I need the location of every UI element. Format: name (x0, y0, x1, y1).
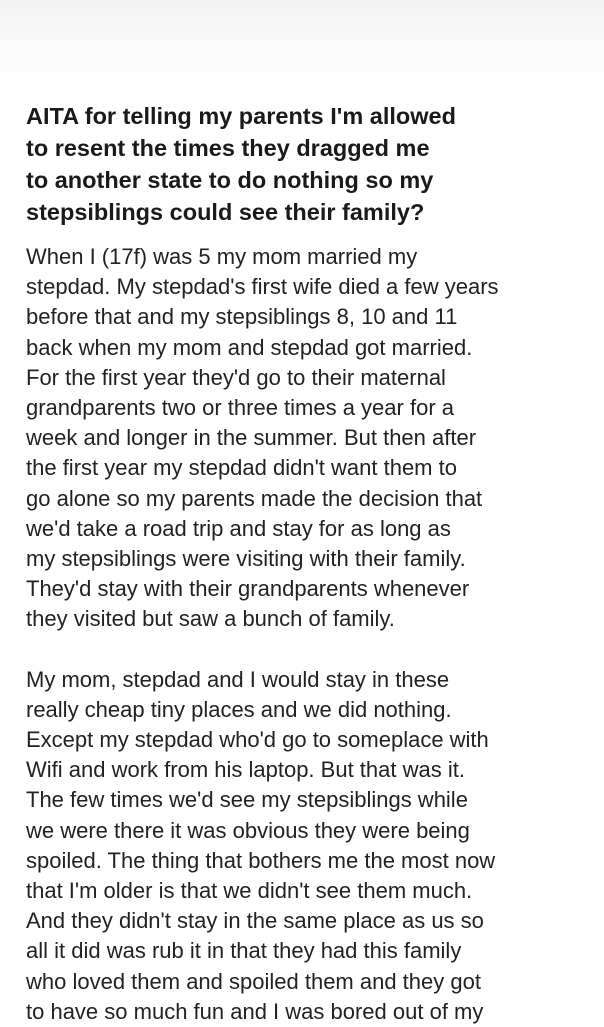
post-paragraph-1: When I (17f) was 5 my mom married my stepdad. My stepdad's first wife died a few years before that and my stepsiblings 8, 10 and 11 back when my mom and stepdad got married. For the first year they'd go to their maternal grandparents two or three times a year for a week and longer in the summer. But then after the first year my stepdad didn't want them to go alone so my parents made the decision that we'd take a road trip and stay for as long as my stepsiblings were visiting with their family. They'd stay with their grandparents whenever they visited but saw a bunch of family. (26, 244, 499, 632)
post-paragraph-2: My mom, stepdad and I would stay in these really cheap tiny places and we did nothing. Except my stepdad who'd go to someplace with Wifi and work from his laptop. But that was it. The few times we'd see my stepsiblings while we were there it was obvious they were being spoiled. The thing that bothers me the most now that I'm older is that we didn't see them much. And they didn't stay in the same place as us so all it did was rub it in that they had this family who loved them and spoiled them and they got to have so much fun and I was bored out of my (26, 666, 496, 1024)
top-blur-header (0, 0, 604, 96)
post-card (26, 100, 598, 1027)
post-title: AITA for telling my parents I'm allowed to resent the times they dragged me to another state to do nothing so my stepsiblings could see their family? (26, 103, 456, 225)
